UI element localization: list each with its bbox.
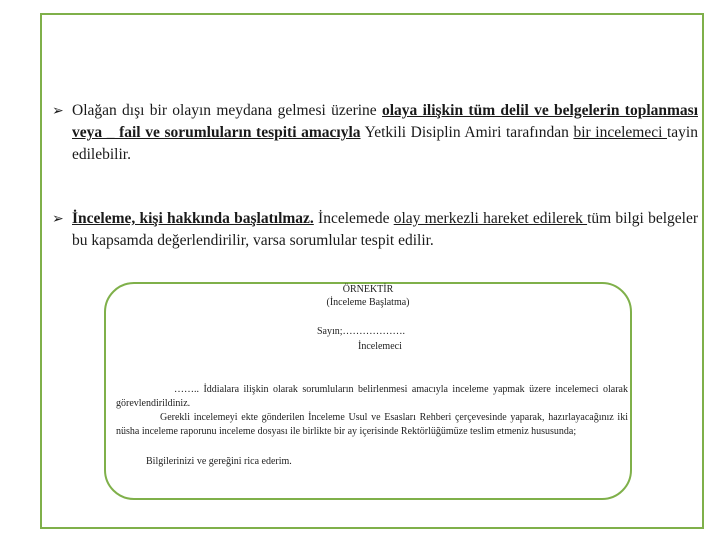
bullet2-underline: olay merkezli hareket edilerek	[393, 210, 588, 227]
arrow-bullet-icon: ➢	[52, 211, 64, 227]
bullet1-emphasis: olaya ilişkin tüm delil ve belgelerin toplanması veya _ fail ve sorumluların tespiti amacıyla	[72, 102, 698, 141]
bullet1-part: Yetkili Disiplin Amiri tarafından	[360, 124, 574, 141]
sample-role: İncelemeci	[358, 341, 402, 352]
arrow-bullet-icon: ➢	[52, 103, 64, 119]
bullet-text-2	[72, 208, 698, 252]
sample-paragraph-2: Gerekli incelemeyi ekte gönderilen İnceleme Usul ve Esasları Rehberi çerçevesinde yaparak, hazırlayacağınız iki nüsha inceleme raporunu inceleme dosyası ile birlikte bir ay içerisinde Rektörlüğümüze teslim etmeniz hususunda;	[116, 412, 628, 437]
sample-paragraph-1: …….. İddialara ilişkin olarak sorumluların belirlenmesi amacıyla inceleme yapmak üzere incelemeci olarak görevlendirildiniz.	[116, 384, 628, 409]
bullet1-part: Olağan dışı bir olayın meydana gelmesi üzerine	[72, 102, 382, 119]
bullet-text-1	[72, 100, 698, 166]
sample-salutation: Sayın;……………….	[317, 326, 406, 337]
bullet1-part: tayin edilebilir.	[72, 124, 698, 163]
sample-paragraph-3: Bilgilerinizi ve gereğini rica ederim.	[146, 456, 292, 467]
sample-subtitle: (İnceleme Başlatma)	[326, 297, 410, 308]
sample-title: ÖRNEKTİR	[342, 284, 394, 295]
bullet1-underline: bir incelemeci	[573, 124, 667, 141]
bullet2-emphasis: İnceleme, kişi hakkında başlatılmaz.	[72, 210, 314, 227]
bullet2-part: İncelemede	[313, 210, 394, 227]
bullet2-part: tüm bilgi belgeler bu kapsamda değerlendirilir, varsa sorumlular tespit edilir.	[72, 210, 698, 249]
